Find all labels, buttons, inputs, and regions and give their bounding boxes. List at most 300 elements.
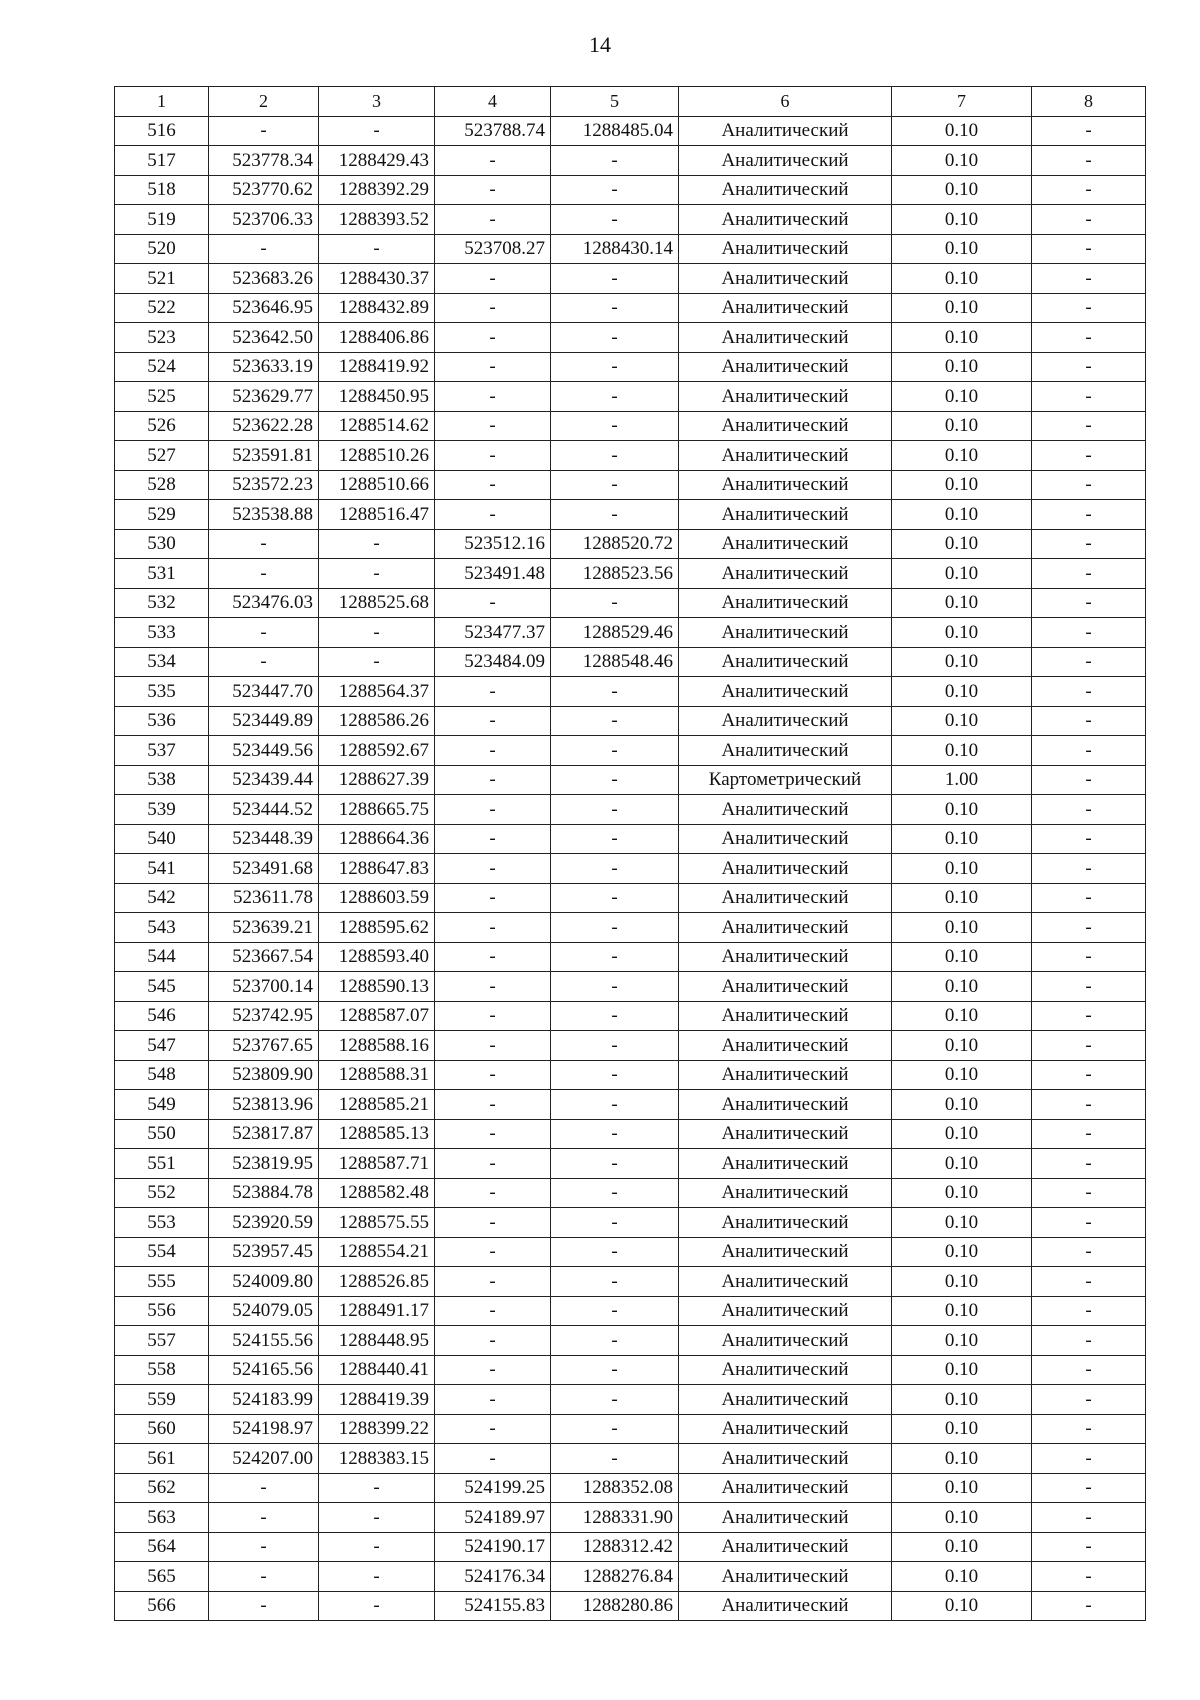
- cell-y-coordinate-new: 1288430.14: [551, 234, 679, 264]
- cell-x-coordinate-old: 523447.70: [209, 677, 319, 707]
- cell-y-coordinate-old: 1288406.86: [319, 323, 435, 353]
- cell-point-number: 521: [115, 264, 209, 294]
- cell-description: -: [1032, 618, 1146, 648]
- cell-x-coordinate-new: -: [435, 323, 551, 353]
- cell-method: Аналитический: [679, 706, 892, 736]
- cell-y-coordinate-old: 1288593.40: [319, 942, 435, 972]
- table-row: [115, 264, 1146, 294]
- cell-description: -: [1032, 1385, 1146, 1415]
- cell-point-number: 553: [115, 1208, 209, 1238]
- cell-description: -: [1032, 824, 1146, 854]
- cell-method: Аналитический: [679, 1355, 892, 1385]
- cell-description: -: [1032, 1090, 1146, 1120]
- cell-y-coordinate-old: 1288432.89: [319, 293, 435, 323]
- table-row: [115, 883, 1146, 913]
- cell-description: -: [1032, 382, 1146, 412]
- cell-y-coordinate-old: 1288399.22: [319, 1414, 435, 1444]
- cell-y-coordinate-new: -: [551, 1444, 679, 1474]
- cell-y-coordinate-new: -: [551, 264, 679, 294]
- cell-point-number: 552: [115, 1178, 209, 1208]
- cell-method: Аналитический: [679, 529, 892, 559]
- cell-x-coordinate-old: -: [209, 618, 319, 648]
- table-row: [115, 706, 1146, 736]
- cell-description: -: [1032, 1444, 1146, 1474]
- table-row: [115, 175, 1146, 205]
- cell-description: -: [1032, 441, 1146, 471]
- cell-x-coordinate-old: 523629.77: [209, 382, 319, 412]
- cell-description: -: [1032, 500, 1146, 530]
- cell-method: Аналитический: [679, 1237, 892, 1267]
- table-row: [115, 736, 1146, 766]
- cell-y-coordinate-old: -: [319, 234, 435, 264]
- cell-method: Картометрический: [679, 765, 892, 795]
- cell-y-coordinate-new: 1288280.86: [551, 1591, 679, 1621]
- cell-description: -: [1032, 146, 1146, 176]
- cell-y-coordinate-old: 1288525.68: [319, 588, 435, 618]
- cell-method: Аналитический: [679, 677, 892, 707]
- cell-method: Аналитический: [679, 1149, 892, 1179]
- cell-method: Аналитический: [679, 972, 892, 1002]
- cell-y-coordinate-new: 1288529.46: [551, 618, 679, 648]
- cell-point-number: 562: [115, 1473, 209, 1503]
- cell-x-coordinate-new: -: [435, 175, 551, 205]
- cell-accuracy: 0.10: [892, 1591, 1032, 1621]
- cell-x-coordinate-old: 523591.81: [209, 441, 319, 471]
- table-row: [115, 441, 1146, 471]
- cell-x-coordinate-new: 524199.25: [435, 1473, 551, 1503]
- cell-accuracy: 0.10: [892, 736, 1032, 766]
- cell-method: Аналитический: [679, 441, 892, 471]
- cell-description: -: [1032, 411, 1146, 441]
- page-number: 14: [589, 32, 611, 57]
- cell-method: Аналитический: [679, 883, 892, 913]
- cell-y-coordinate-new: -: [551, 1296, 679, 1326]
- cell-point-number: 525: [115, 382, 209, 412]
- cell-y-coordinate-old: 1288393.52: [319, 205, 435, 235]
- cell-y-coordinate-new: -: [551, 972, 679, 1002]
- cell-point-number: 524: [115, 352, 209, 382]
- cell-x-coordinate-new: 523788.74: [435, 116, 551, 146]
- cell-description: -: [1032, 1178, 1146, 1208]
- cell-x-coordinate-old: 523700.14: [209, 972, 319, 1002]
- cell-y-coordinate-new: 1288352.08: [551, 1473, 679, 1503]
- cell-y-coordinate-old: 1288383.15: [319, 1444, 435, 1474]
- cell-description: -: [1032, 1119, 1146, 1149]
- cell-point-number: 538: [115, 765, 209, 795]
- column-header-description: 8: [1032, 87, 1146, 117]
- cell-x-coordinate-old: -: [209, 1532, 319, 1562]
- cell-x-coordinate-old: 523683.26: [209, 264, 319, 294]
- cell-method: Аналитический: [679, 116, 892, 146]
- cell-y-coordinate-old: 1288450.95: [319, 382, 435, 412]
- cell-method: Аналитический: [679, 618, 892, 648]
- cell-x-coordinate-old: 523622.28: [209, 411, 319, 441]
- table-row: [115, 1532, 1146, 1562]
- cell-accuracy: 0.10: [892, 1060, 1032, 1090]
- cell-x-coordinate-new: 523491.48: [435, 559, 551, 589]
- cell-y-coordinate-old: 1288491.17: [319, 1296, 435, 1326]
- cell-x-coordinate-old: 523817.87: [209, 1119, 319, 1149]
- cell-point-number: 518: [115, 175, 209, 205]
- cell-x-coordinate-new: -: [435, 1414, 551, 1444]
- cell-description: -: [1032, 795, 1146, 825]
- coordinates-table: [114, 86, 1146, 1621]
- cell-x-coordinate-new: -: [435, 1119, 551, 1149]
- cell-point-number: 560: [115, 1414, 209, 1444]
- table-row: [115, 293, 1146, 323]
- cell-description: -: [1032, 529, 1146, 559]
- table-row: [115, 942, 1146, 972]
- cell-accuracy: 0.10: [892, 146, 1032, 176]
- column-header-y-coordinate-new: 5: [551, 87, 679, 117]
- cell-description: -: [1032, 647, 1146, 677]
- cell-x-coordinate-new: -: [435, 1001, 551, 1031]
- cell-accuracy: 0.10: [892, 824, 1032, 854]
- cell-y-coordinate-old: -: [319, 1532, 435, 1562]
- cell-description: -: [1032, 352, 1146, 382]
- cell-accuracy: 0.10: [892, 116, 1032, 146]
- cell-point-number: 532: [115, 588, 209, 618]
- cell-accuracy: 0.10: [892, 529, 1032, 559]
- cell-accuracy: 0.10: [892, 1562, 1032, 1592]
- cell-y-coordinate-old: -: [319, 559, 435, 589]
- cell-x-coordinate-new: -: [435, 677, 551, 707]
- cell-accuracy: 0.10: [892, 883, 1032, 913]
- table-row: [115, 677, 1146, 707]
- cell-method: Аналитический: [679, 1444, 892, 1474]
- cell-x-coordinate-old: -: [209, 1591, 319, 1621]
- cell-x-coordinate-new: -: [435, 942, 551, 972]
- cell-y-coordinate-new: -: [551, 854, 679, 884]
- cell-method: Аналитический: [679, 1060, 892, 1090]
- cell-method: Аналитический: [679, 1031, 892, 1061]
- cell-description: -: [1032, 1296, 1146, 1326]
- cell-accuracy: 0.10: [892, 1473, 1032, 1503]
- cell-x-coordinate-new: -: [435, 382, 551, 412]
- cell-x-coordinate-old: 523538.88: [209, 500, 319, 530]
- cell-y-coordinate-old: -: [319, 1591, 435, 1621]
- table-row: [115, 1090, 1146, 1120]
- cell-point-number: 549: [115, 1090, 209, 1120]
- cell-y-coordinate-new: -: [551, 1001, 679, 1031]
- cell-description: -: [1032, 1031, 1146, 1061]
- cell-accuracy: 0.10: [892, 382, 1032, 412]
- cell-point-number: 555: [115, 1267, 209, 1297]
- cell-method: Аналитический: [679, 1267, 892, 1297]
- table-row: [115, 323, 1146, 353]
- cell-description: -: [1032, 1001, 1146, 1031]
- cell-x-coordinate-new: -: [435, 1178, 551, 1208]
- cell-y-coordinate-old: 1288588.16: [319, 1031, 435, 1061]
- cell-accuracy: 0.10: [892, 264, 1032, 294]
- cell-point-number: 530: [115, 529, 209, 559]
- cell-y-coordinate-old: 1288664.36: [319, 824, 435, 854]
- table-row: [115, 470, 1146, 500]
- table-row: [115, 1503, 1146, 1533]
- cell-accuracy: 0.10: [892, 1031, 1032, 1061]
- cell-description: -: [1032, 883, 1146, 913]
- cell-y-coordinate-new: -: [551, 470, 679, 500]
- cell-y-coordinate-new: -: [551, 1178, 679, 1208]
- cell-description: -: [1032, 1237, 1146, 1267]
- cell-y-coordinate-new: -: [551, 382, 679, 412]
- table-row: [115, 913, 1146, 943]
- cell-method: Аналитический: [679, 175, 892, 205]
- cell-x-coordinate-old: 523770.62: [209, 175, 319, 205]
- cell-x-coordinate-old: -: [209, 116, 319, 146]
- cell-x-coordinate-old: 523884.78: [209, 1178, 319, 1208]
- cell-x-coordinate-new: -: [435, 1355, 551, 1385]
- cell-x-coordinate-old: 523767.65: [209, 1031, 319, 1061]
- cell-accuracy: 0.10: [892, 1414, 1032, 1444]
- cell-x-coordinate-new: -: [435, 1267, 551, 1297]
- cell-description: -: [1032, 854, 1146, 884]
- cell-x-coordinate-new: -: [435, 264, 551, 294]
- cell-accuracy: 0.10: [892, 1149, 1032, 1179]
- cell-method: Аналитический: [679, 205, 892, 235]
- cell-y-coordinate-old: -: [319, 529, 435, 559]
- cell-description: -: [1032, 559, 1146, 589]
- table-row: [115, 500, 1146, 530]
- cell-x-coordinate-old: -: [209, 1562, 319, 1592]
- cell-point-number: 543: [115, 913, 209, 943]
- cell-y-coordinate-old: 1288590.13: [319, 972, 435, 1002]
- cell-x-coordinate-new: -: [435, 972, 551, 1002]
- cell-y-coordinate-old: 1288429.43: [319, 146, 435, 176]
- cell-method: Аналитический: [679, 1473, 892, 1503]
- cell-x-coordinate-old: 523476.03: [209, 588, 319, 618]
- cell-method: Аналитический: [679, 1001, 892, 1031]
- cell-point-number: 548: [115, 1060, 209, 1090]
- cell-point-number: 519: [115, 205, 209, 235]
- cell-method: Аналитический: [679, 824, 892, 854]
- cell-x-coordinate-new: -: [435, 706, 551, 736]
- cell-x-coordinate-new: -: [435, 1031, 551, 1061]
- cell-x-coordinate-old: 523449.56: [209, 736, 319, 766]
- cell-accuracy: 1.00: [892, 765, 1032, 795]
- cell-method: Аналитический: [679, 352, 892, 382]
- cell-point-number: 520: [115, 234, 209, 264]
- cell-y-coordinate-new: -: [551, 1208, 679, 1238]
- cell-accuracy: 0.10: [892, 1296, 1032, 1326]
- cell-y-coordinate-old: 1288448.95: [319, 1326, 435, 1356]
- cell-x-coordinate-old: 523706.33: [209, 205, 319, 235]
- cell-method: Аналитический: [679, 382, 892, 412]
- cell-point-number: 544: [115, 942, 209, 972]
- cell-point-number: 534: [115, 647, 209, 677]
- cell-y-coordinate-new: -: [551, 323, 679, 353]
- cell-x-coordinate-old: 523920.59: [209, 1208, 319, 1238]
- table-row: [115, 1414, 1146, 1444]
- cell-point-number: 516: [115, 116, 209, 146]
- cell-accuracy: 0.10: [892, 205, 1032, 235]
- table-row: [115, 1444, 1146, 1474]
- cell-point-number: 536: [115, 706, 209, 736]
- cell-accuracy: 0.10: [892, 559, 1032, 589]
- cell-y-coordinate-new: -: [551, 883, 679, 913]
- cell-point-number: 539: [115, 795, 209, 825]
- cell-y-coordinate-new: 1288520.72: [551, 529, 679, 559]
- table-row: [115, 824, 1146, 854]
- table-row: [115, 1001, 1146, 1031]
- cell-point-number: 517: [115, 146, 209, 176]
- cell-accuracy: 0.10: [892, 1355, 1032, 1385]
- cell-method: Аналитический: [679, 1178, 892, 1208]
- cell-method: Аналитический: [679, 411, 892, 441]
- table-row: [115, 765, 1146, 795]
- table-body: [115, 87, 1146, 1621]
- cell-x-coordinate-new: 524155.83: [435, 1591, 551, 1621]
- cell-x-coordinate-new: 523484.09: [435, 647, 551, 677]
- table-row: [115, 352, 1146, 382]
- cell-x-coordinate-new: 524189.97: [435, 1503, 551, 1533]
- column-header-accuracy: 7: [892, 87, 1032, 117]
- cell-method: Аналитический: [679, 1119, 892, 1149]
- cell-description: -: [1032, 1149, 1146, 1179]
- cell-x-coordinate-old: 524198.97: [209, 1414, 319, 1444]
- cell-x-coordinate-old: -: [209, 647, 319, 677]
- column-header-y-coordinate-old: 3: [319, 87, 435, 117]
- cell-point-number: 527: [115, 441, 209, 471]
- cell-y-coordinate-old: 1288419.92: [319, 352, 435, 382]
- cell-point-number: 540: [115, 824, 209, 854]
- cell-point-number: 557: [115, 1326, 209, 1356]
- cell-x-coordinate-old: 523444.52: [209, 795, 319, 825]
- cell-accuracy: 0.10: [892, 1503, 1032, 1533]
- table-row: [115, 1591, 1146, 1621]
- cell-description: -: [1032, 470, 1146, 500]
- cell-method: Аналитический: [679, 470, 892, 500]
- cell-point-number: 535: [115, 677, 209, 707]
- cell-y-coordinate-new: 1288312.42: [551, 1532, 679, 1562]
- cell-x-coordinate-new: -: [435, 736, 551, 766]
- cell-description: -: [1032, 588, 1146, 618]
- cell-point-number: 558: [115, 1355, 209, 1385]
- table-row: [115, 1178, 1146, 1208]
- cell-point-number: 564: [115, 1532, 209, 1562]
- cell-x-coordinate-new: 524190.17: [435, 1532, 551, 1562]
- cell-x-coordinate-new: -: [435, 1326, 551, 1356]
- cell-point-number: 542: [115, 883, 209, 913]
- cell-method: Аналитический: [679, 146, 892, 176]
- cell-x-coordinate-old: 523611.78: [209, 883, 319, 913]
- table-row: [115, 1031, 1146, 1061]
- cell-description: -: [1032, 1208, 1146, 1238]
- table-row: [115, 411, 1146, 441]
- cell-y-coordinate-old: 1288514.62: [319, 411, 435, 441]
- table-row: [115, 529, 1146, 559]
- cell-method: Аналитический: [679, 1296, 892, 1326]
- cell-accuracy: 0.10: [892, 588, 1032, 618]
- cell-y-coordinate-old: -: [319, 618, 435, 648]
- cell-x-coordinate-new: 524176.34: [435, 1562, 551, 1592]
- cell-y-coordinate-new: -: [551, 146, 679, 176]
- cell-x-coordinate-new: -: [435, 824, 551, 854]
- cell-y-coordinate-new: 1288548.46: [551, 647, 679, 677]
- cell-y-coordinate-new: -: [551, 1355, 679, 1385]
- table-row: [115, 116, 1146, 146]
- cell-y-coordinate-new: -: [551, 942, 679, 972]
- cell-x-coordinate-old: 523742.95: [209, 1001, 319, 1031]
- cell-x-coordinate-old: 523449.89: [209, 706, 319, 736]
- cell-accuracy: 0.10: [892, 470, 1032, 500]
- cell-point-number: 566: [115, 1591, 209, 1621]
- column-header-x-coordinate-new: 4: [435, 87, 551, 117]
- cell-y-coordinate-old: 1288510.66: [319, 470, 435, 500]
- cell-x-coordinate-old: 524155.56: [209, 1326, 319, 1356]
- cell-method: Аналитический: [679, 1414, 892, 1444]
- cell-method: Аналитический: [679, 1532, 892, 1562]
- cell-accuracy: 0.10: [892, 175, 1032, 205]
- cell-point-number: 565: [115, 1562, 209, 1592]
- cell-accuracy: 0.10: [892, 1444, 1032, 1474]
- cell-method: Аналитический: [679, 559, 892, 589]
- column-header-x-coordinate-old: 2: [209, 87, 319, 117]
- cell-y-coordinate-new: -: [551, 500, 679, 530]
- cell-y-coordinate-new: -: [551, 1237, 679, 1267]
- cell-accuracy: 0.10: [892, 1178, 1032, 1208]
- cell-y-coordinate-old: -: [319, 647, 435, 677]
- cell-accuracy: 0.10: [892, 500, 1032, 530]
- cell-y-coordinate-new: -: [551, 1326, 679, 1356]
- cell-description: -: [1032, 293, 1146, 323]
- cell-x-coordinate-new: -: [435, 411, 551, 441]
- cell-method: Аналитический: [679, 795, 892, 825]
- cell-accuracy: 0.10: [892, 647, 1032, 677]
- cell-x-coordinate-old: 523639.21: [209, 913, 319, 943]
- cell-point-number: 547: [115, 1031, 209, 1061]
- cell-x-coordinate-new: -: [435, 146, 551, 176]
- cell-accuracy: 0.10: [892, 1090, 1032, 1120]
- cell-accuracy: 0.10: [892, 441, 1032, 471]
- cell-y-coordinate-new: -: [551, 677, 679, 707]
- cell-method: Аналитический: [679, 293, 892, 323]
- cell-x-coordinate-new: -: [435, 1208, 551, 1238]
- cell-accuracy: 0.10: [892, 795, 1032, 825]
- cell-point-number: 556: [115, 1296, 209, 1326]
- cell-description: -: [1032, 323, 1146, 353]
- cell-method: Аналитический: [679, 500, 892, 530]
- cell-x-coordinate-old: 523448.39: [209, 824, 319, 854]
- cell-method: Аналитический: [679, 647, 892, 677]
- cell-point-number: 523: [115, 323, 209, 353]
- table-row: [115, 146, 1146, 176]
- table-row: [115, 795, 1146, 825]
- cell-x-coordinate-old: 524009.80: [209, 1267, 319, 1297]
- cell-x-coordinate-old: 523642.50: [209, 323, 319, 353]
- cell-y-coordinate-new: -: [551, 736, 679, 766]
- cell-point-number: 533: [115, 618, 209, 648]
- cell-point-number: 554: [115, 1237, 209, 1267]
- cell-method: Аналитический: [679, 234, 892, 264]
- cell-y-coordinate-new: -: [551, 1060, 679, 1090]
- cell-point-number: 529: [115, 500, 209, 530]
- cell-description: -: [1032, 913, 1146, 943]
- cell-x-coordinate-old: -: [209, 1503, 319, 1533]
- cell-x-coordinate-new: -: [435, 795, 551, 825]
- cell-x-coordinate-new: -: [435, 1385, 551, 1415]
- cell-description: -: [1032, 736, 1146, 766]
- table-row: [115, 559, 1146, 589]
- cell-y-coordinate-old: 1288582.48: [319, 1178, 435, 1208]
- cell-y-coordinate-new: -: [551, 293, 679, 323]
- cell-method: Аналитический: [679, 1562, 892, 1592]
- cell-point-number: 551: [115, 1149, 209, 1179]
- cell-x-coordinate-new: -: [435, 1060, 551, 1090]
- cell-x-coordinate-new: -: [435, 1149, 551, 1179]
- cell-method: Аналитический: [679, 264, 892, 294]
- table-row: [115, 382, 1146, 412]
